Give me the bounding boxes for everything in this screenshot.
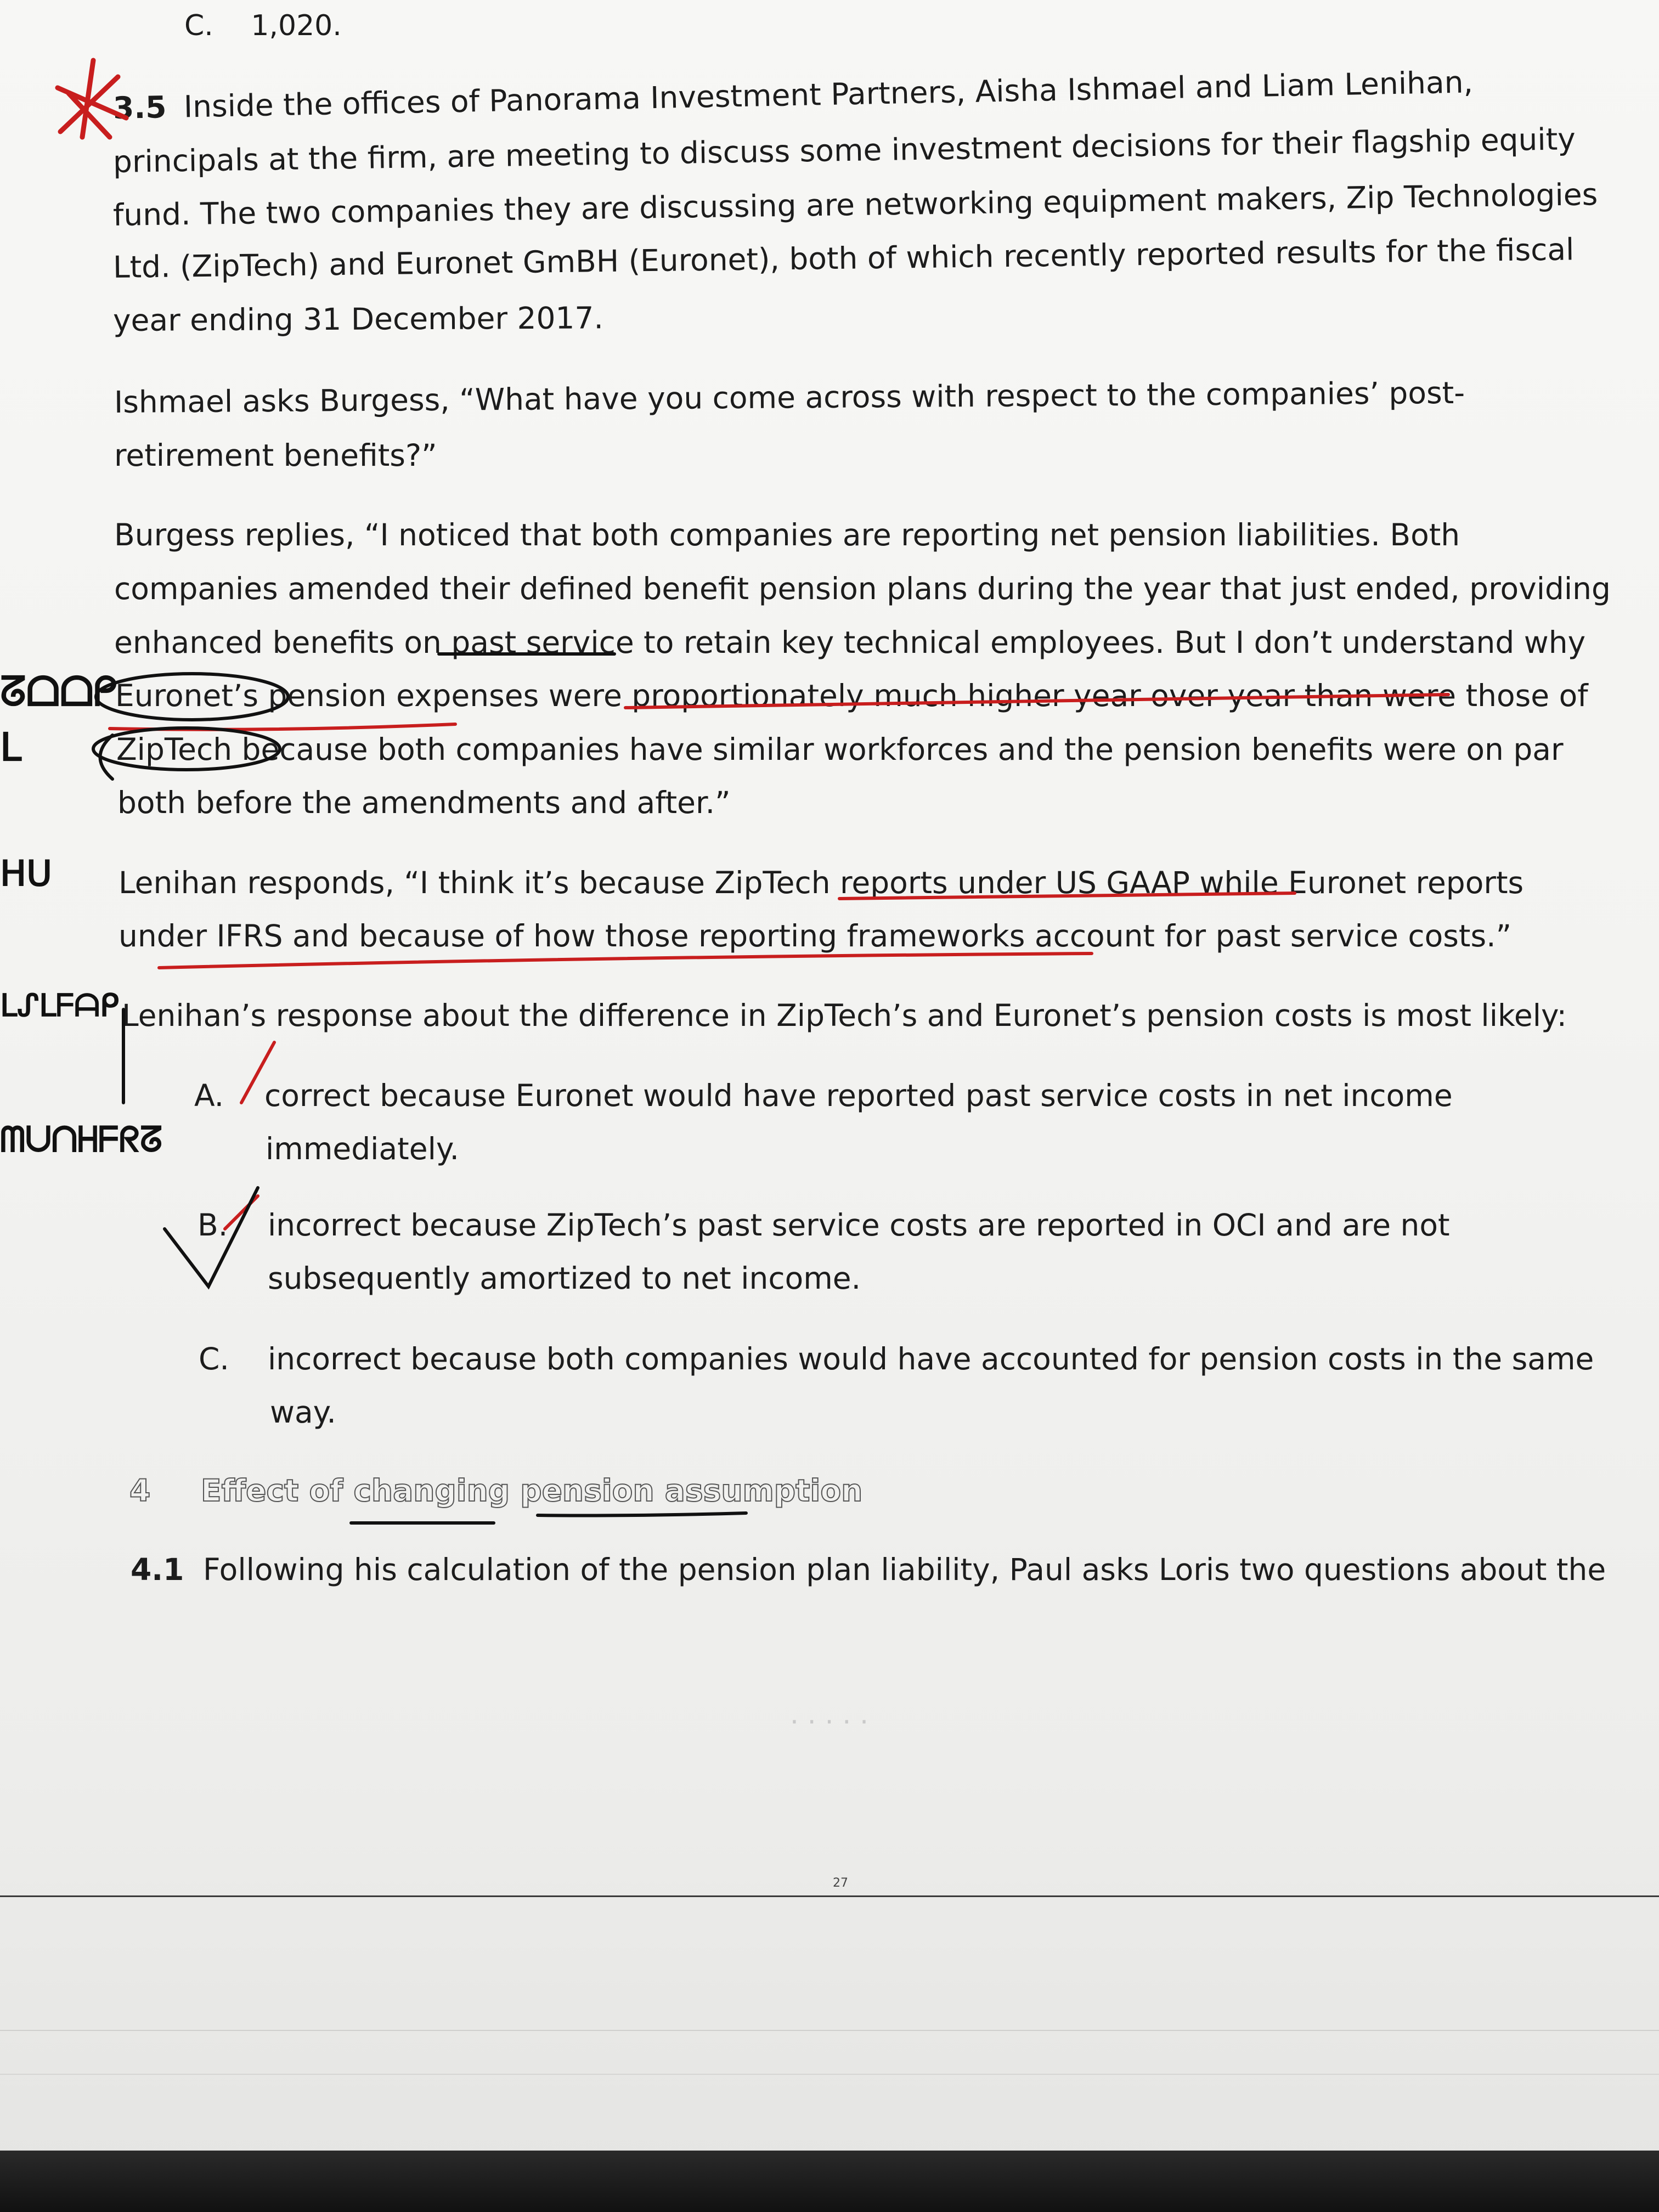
margin-handwriting-1: ᘔᗝᗝᑭ — [0, 668, 118, 715]
page-edge-line — [0, 1895, 1659, 1897]
p3-line-4: Euronet’s pension expenses were proportionately much higher year over year than were those of — [115, 678, 1588, 713]
option-a-line-1: correct because Euronet would have reported past service costs in net income — [264, 1078, 1453, 1113]
q35-line-3: fund. The two companies they are discussing are networking equipment makers, Zip Technologies — [112, 177, 1598, 233]
p4-line-1: Lenihan responds, “I think it’s because ZipTech reports under US GAAP while Euronet reports — [119, 865, 1524, 900]
question-number: 3.5 — [112, 89, 167, 126]
prev-option-c — [184, 0, 342, 53]
arrow-mark — [100, 735, 113, 779]
option-b-line-2: subsequently amortized to net income. — [268, 1261, 861, 1296]
margin-handwriting-3: ̶ᕼᑌ — [0, 853, 52, 894]
margin-handwriting-4: ᒪᔑᒪᖴᗩᑭ — [0, 988, 120, 1024]
q41-text: Following his calculation of the pension plan liability, Paul asks Loris two questions about the — [203, 1552, 1606, 1587]
section-title: Effect of changing pension assumption — [201, 1473, 863, 1508]
check-b-red — [225, 1196, 258, 1229]
option-c-letter: C. — [199, 1341, 229, 1376]
p3-line-6: both before the amendments and after.” — [117, 785, 731, 820]
margin-handwriting-5: ᗰᑌᑎᕼᖴᖇᘔ — [0, 1119, 163, 1160]
option-a-line-2: immediately. — [266, 1131, 460, 1166]
p2-line-2: retirement benefits?” — [114, 438, 437, 473]
page-number: 27 — [833, 1876, 848, 1890]
q41-number: 4.1 — [131, 1552, 184, 1587]
p3-line-3: enhanced benefits on past service to retain key technical employees. But I don’t understand why — [114, 625, 1586, 660]
p3-line-5: ZipTech because both companies have similar workforces and the pension benefits were on par — [116, 732, 1564, 767]
margin-handwriting-2: ᒪ — [0, 724, 21, 770]
prev-option-c-letter: C. — [184, 9, 213, 42]
p3-line-1: Burgess replies, “I noticed that both companies are reporting net pension liabilities. Both — [114, 517, 1460, 552]
desk-surface — [0, 2151, 1659, 2212]
p2-line-1: Ishmael asks Burgess, “What have you come across with respect to the companies’ post- — [114, 375, 1465, 420]
q35-line-2: principals at the firm, are meeting to discuss some investment decisions for their flagship equity — [112, 121, 1576, 179]
p3-line-2: companies amended their defined benefit pension plans during the year that just ended, providing — [114, 571, 1611, 606]
page-stack-edge — [0, 2030, 1659, 2031]
question-stem: Lenihan’s response about the difference in ZipTech’s and Euronet’s pension costs is most likely: — [122, 998, 1567, 1033]
option-b-letter: B. — [198, 1207, 228, 1243]
page-stack-edge-2 — [0, 2074, 1659, 2075]
option-a-letter: A. — [194, 1078, 224, 1113]
option-c-line-2: way. — [270, 1395, 336, 1430]
q35-line-4: Ltd. (ZipTech) and Euronet GmBH (Euronet), both of which recently reported results for the fiscal — [112, 232, 1575, 285]
prev-option-c-text: 1,020. — [251, 9, 342, 42]
q35-line-1-text: Inside the offices of Panorama Investment Partners, Aisha Ishmael and Liam Lenihan, — [183, 64, 1474, 125]
option-b-line-1: incorrect because ZipTech’s past service costs are reported in OCI and are not — [268, 1207, 1450, 1243]
bleed-through-text: · · · · · — [790, 1706, 869, 1738]
p4-line-2: under IFRS and because of how those reporting frameworks account for past service costs.” — [119, 918, 1512, 953]
section-number: 4 — [129, 1473, 151, 1508]
option-c-line-1: incorrect because both companies would have accounted for pension costs in the same — [268, 1341, 1594, 1376]
q35-line-5: year ending 31 December 2017. — [112, 300, 604, 338]
